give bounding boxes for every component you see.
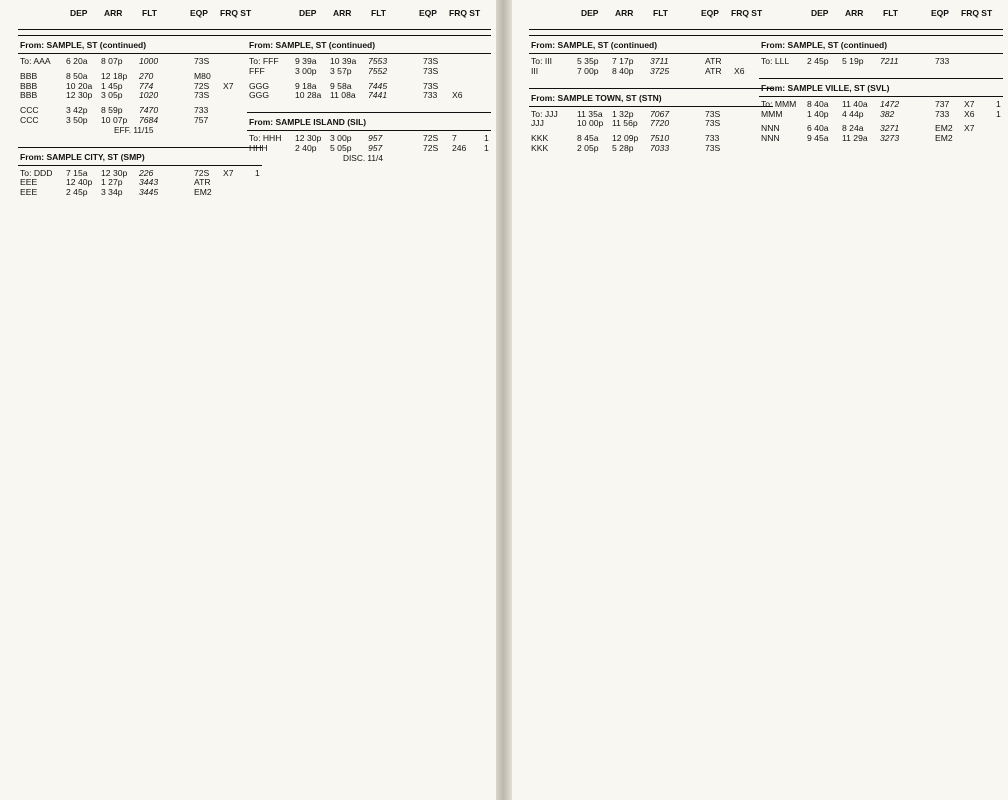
cell-flt: 774 [139, 80, 154, 91]
cell-dep: 12 30p [66, 90, 93, 101]
cell-dep: 6 20a [66, 56, 88, 66]
cell-dest: III [531, 65, 539, 76]
cell-eqp: 733 [423, 90, 438, 101]
effective-note [247, 154, 491, 164]
cell-flt: 3273 [880, 133, 900, 144]
origin-heading: From: SAMPLE VILLE, ST (SVL) [759, 78, 1003, 97]
cell-eqp: 733 [935, 56, 950, 66]
header-frq: FRQ ST [731, 8, 763, 18]
cell-dest: BBB [20, 90, 38, 101]
header-flt: FLT [371, 8, 386, 18]
cell-flt: 7445 [368, 80, 388, 91]
cell-eqp: EM2 [194, 187, 212, 198]
cell-flt: 7470 [139, 105, 159, 116]
header-dep: DEP [581, 8, 599, 18]
schedule-table [247, 30, 491, 780]
flight-row [247, 67, 491, 77]
cell-dep: 12 40p [66, 177, 93, 188]
cell-dep: 7 15a [66, 167, 88, 178]
cell-flt: 3443 [139, 177, 159, 188]
cell-dep: 2 45p [807, 56, 829, 66]
header-dep: DEP [811, 8, 829, 18]
column-header [759, 6, 1003, 30]
cell-dep: 12 30p [295, 133, 322, 144]
header-eqp: EQP [419, 8, 437, 18]
cell-eqp: 737 [935, 98, 950, 109]
cell-arr: 8 07p [101, 56, 123, 66]
cell-dest: CCC [20, 114, 39, 125]
cell-frq: X6 [734, 65, 745, 76]
cell-dep: 1 40p [807, 108, 829, 119]
cell-flt: 382 [880, 108, 895, 119]
cell-dest: To: DDD [20, 167, 53, 178]
cell-dest: BBB [20, 70, 38, 81]
cell-eqp: 73S [194, 56, 210, 66]
cell-eqp: EM2 [935, 133, 953, 144]
cell-eqp: 73S [423, 80, 439, 91]
cell-arr: 8 24a [842, 123, 864, 134]
cell-flt: 7033 [650, 142, 670, 153]
cell-dep: 2 45p [66, 187, 88, 198]
cell-dest: To: LLL [761, 56, 790, 66]
origin-heading: From: SAMPLE CITY, ST (SMP) [18, 147, 262, 166]
cell-dep: 8 50a [66, 70, 88, 81]
cell-st: 1 [484, 133, 489, 144]
cell-dep: 9 18a [295, 80, 317, 91]
cell-flt: 1000 [139, 56, 159, 66]
cell-dest: GGG [249, 80, 270, 91]
row-spacer [529, 154, 773, 159]
cell-flt: 3271 [880, 123, 900, 134]
cell-frq: X6 [452, 90, 463, 101]
origin-heading: From: SAMPLE, ST (continued) [529, 35, 773, 54]
cell-eqp: 757 [194, 114, 209, 125]
cell-dep: 10 00p [577, 118, 604, 129]
flight-row [529, 67, 773, 77]
cell-dep: 3 50p [66, 114, 88, 125]
book-gutter [496, 0, 512, 800]
flight-row [759, 110, 1003, 120]
cell-eqp: ATR [705, 65, 722, 76]
cell-dep: 9 39a [295, 56, 317, 66]
flight-row [18, 188, 262, 198]
timetable-column [18, 6, 262, 780]
cell-flt: 957 [368, 133, 383, 144]
effective-note-text: EFF. 11/15 [114, 124, 154, 135]
cell-eqp: ATR [705, 56, 722, 66]
cell-dep: 11 35a [577, 108, 603, 119]
cell-arr: 1 45p [101, 80, 123, 91]
cell-frq: 7 [452, 133, 457, 144]
cell-dest: HHH [249, 142, 268, 153]
cell-arr: 11 40a [842, 98, 868, 109]
row-spacer [247, 101, 491, 106]
cell-dest: To: FFF [249, 56, 279, 66]
schedule-table [18, 30, 262, 780]
cell-arr: 10 07p [101, 114, 128, 125]
right-page [512, 0, 1008, 800]
cell-dest: FFF [249, 65, 265, 76]
cell-frq: 246 [452, 142, 467, 153]
cell-frq: X7 [964, 98, 975, 109]
cell-flt: 1020 [139, 90, 159, 101]
header-arr: ARR [615, 8, 634, 18]
column-header [18, 6, 262, 30]
cell-eqp: 733 [935, 108, 950, 119]
cell-flt: 7720 [650, 118, 670, 129]
flight-row [759, 134, 1003, 144]
header-arr: ARR [333, 8, 352, 18]
cell-dest: To: AAA [20, 56, 51, 66]
cell-dep: 10 20a [66, 80, 93, 91]
cell-dep: 2 05p [577, 142, 599, 153]
cell-flt: 7553 [368, 56, 388, 66]
cell-arr: 7 17p [612, 56, 634, 66]
cell-arr: 5 19p [842, 56, 864, 66]
flight-row [529, 144, 773, 154]
header-frq: FRQ ST [961, 8, 993, 18]
cell-eqp: 73S [423, 56, 439, 66]
cell-frq: X7 [223, 167, 234, 178]
cell-eqp: 73S [705, 108, 721, 119]
cell-st: 1 [996, 98, 1001, 109]
cell-flt: 1472 [880, 98, 900, 109]
header-eqp: EQP [190, 8, 208, 18]
cell-eqp: 72S [194, 167, 210, 178]
cell-flt: 3711 [650, 56, 669, 66]
flight-row [18, 91, 262, 101]
cell-dest: EEE [20, 177, 38, 188]
cell-dep: 7 00p [577, 65, 599, 76]
cell-eqp: EM2 [935, 123, 953, 134]
header-arr: ARR [104, 8, 123, 18]
header-arr: ARR [845, 8, 864, 18]
left-page [0, 0, 496, 800]
cell-frq: X7 [964, 123, 975, 134]
cell-dep: 6 40a [807, 123, 829, 134]
header-dep: DEP [70, 8, 88, 18]
cell-dest: GGG [249, 90, 270, 101]
cell-arr: 3 00p [330, 133, 352, 144]
cell-eqp: 733 [194, 105, 209, 116]
row-spacer [529, 77, 773, 82]
cell-arr: 3 05p [101, 90, 123, 101]
flight-row [18, 57, 262, 67]
effective-note-text: DISC. 11/4 [343, 152, 383, 163]
header-frq: FRQ ST [449, 8, 481, 18]
cell-eqp: M80 [194, 70, 211, 81]
flight-row [247, 91, 491, 101]
header-flt: FLT [653, 8, 668, 18]
cell-st: 1 [255, 167, 260, 178]
cell-arr: 4 44p [842, 108, 864, 119]
schedule-table [529, 30, 773, 780]
cell-dest: EEE [20, 187, 38, 198]
cell-dep: 10 28a [295, 90, 322, 101]
header-dep: DEP [299, 8, 317, 18]
origin-heading: From: SAMPLE, ST (continued) [759, 35, 1003, 54]
cell-dest: CCC [20, 105, 39, 116]
origin-heading: From: SAMPLE TOWN, ST (STN) [529, 88, 773, 107]
cell-arr: 10 39a [330, 56, 357, 66]
cell-dest: MMM [761, 108, 783, 119]
cell-arr: 11 29a [842, 133, 868, 144]
cell-arr: 3 57p [330, 65, 352, 76]
cell-flt: 7067 [650, 108, 670, 119]
header-frq: FRQ ST [220, 8, 252, 18]
cell-arr: 11 08a [330, 90, 356, 101]
cell-flt: 3725 [650, 65, 670, 76]
cell-dep: 8 45a [577, 133, 599, 144]
row-spacer [759, 144, 1003, 149]
column-header [529, 6, 773, 30]
header-eqp: EQP [701, 8, 719, 18]
row-spacer [18, 136, 262, 141]
cell-eqp: 73S [423, 65, 439, 76]
row-spacer [759, 67, 1003, 72]
cell-dest: To: HHH [249, 133, 282, 144]
cell-dest: To: III [531, 56, 553, 66]
cell-arr: 1 32p [612, 108, 634, 119]
timetable-column [529, 6, 773, 780]
cell-flt: 270 [139, 70, 154, 81]
cell-dep: 8 40a [807, 98, 829, 109]
cell-eqp: 733 [705, 133, 720, 144]
flight-row [759, 57, 1003, 67]
cell-arr: 3 34p [101, 187, 123, 198]
cell-flt: 226 [139, 167, 154, 178]
row-spacer [247, 164, 491, 169]
cell-arr: 12 18p [101, 70, 128, 81]
cell-arr: 12 09p [612, 133, 639, 144]
cell-dest: KKK [531, 142, 549, 153]
cell-flt: 7552 [368, 65, 388, 76]
cell-eqp: 73S [194, 90, 210, 101]
cell-st: 1 [996, 108, 1001, 119]
cell-dest: NNN [761, 123, 780, 134]
effective-note [18, 126, 262, 136]
origin-heading: From: SAMPLE, ST (continued) [247, 35, 491, 54]
cell-arr: 8 40p [612, 65, 634, 76]
cell-dest: JJJ [531, 118, 544, 129]
cell-arr: 5 28p [612, 142, 634, 153]
cell-flt: 7510 [650, 133, 670, 144]
cell-dep: 5 35p [577, 56, 599, 66]
cell-eqp: 72S [423, 142, 439, 153]
cell-st: 1 [484, 142, 489, 153]
flight-row [529, 119, 773, 129]
schedule-table [759, 30, 1003, 780]
header-eqp: EQP [931, 8, 949, 18]
cell-dest: BBB [20, 80, 38, 91]
timetable-column [759, 6, 1003, 780]
cell-arr: 1 27p [101, 177, 123, 188]
cell-frq: X6 [964, 108, 975, 119]
cell-dest: KKK [531, 133, 549, 144]
cell-flt: 957 [368, 142, 383, 153]
cell-dep: 9 45a [807, 133, 829, 144]
cell-flt: 3445 [139, 187, 159, 198]
cell-flt: 7441 [368, 90, 388, 101]
cell-eqp: ATR [194, 177, 211, 188]
timetable-column [247, 6, 491, 780]
cell-dep: 3 42p [66, 105, 88, 116]
cell-dest: NNN [761, 133, 780, 144]
cell-eqp: 72S [194, 80, 210, 91]
header-flt: FLT [883, 8, 898, 18]
cell-arr: 9 58a [330, 80, 352, 91]
cell-eqp: 73S [705, 118, 721, 129]
cell-dep: 2 40p [295, 142, 317, 153]
cell-arr: 8 59p [101, 105, 123, 116]
column-header [247, 6, 491, 30]
cell-arr: 11 56p [612, 118, 638, 129]
cell-arr: 12 30p [101, 167, 128, 178]
cell-frq: X7 [223, 80, 234, 91]
cell-dest: To: JJJ [531, 108, 558, 119]
cell-flt: 7684 [139, 114, 159, 125]
cell-arr: 5 05p [330, 142, 352, 153]
origin-heading: From: SAMPLE ISLAND (SIL) [247, 112, 491, 131]
origin-heading: From: SAMPLE, ST (continued) [18, 35, 262, 54]
cell-dest: To: MMM [761, 98, 797, 109]
cell-eqp: 72S [423, 133, 439, 144]
row-spacer [18, 198, 262, 203]
cell-eqp: 73S [705, 142, 721, 153]
cell-flt: 7211 [880, 56, 899, 66]
cell-dep: 3 00p [295, 65, 317, 76]
header-flt: FLT [142, 8, 157, 18]
